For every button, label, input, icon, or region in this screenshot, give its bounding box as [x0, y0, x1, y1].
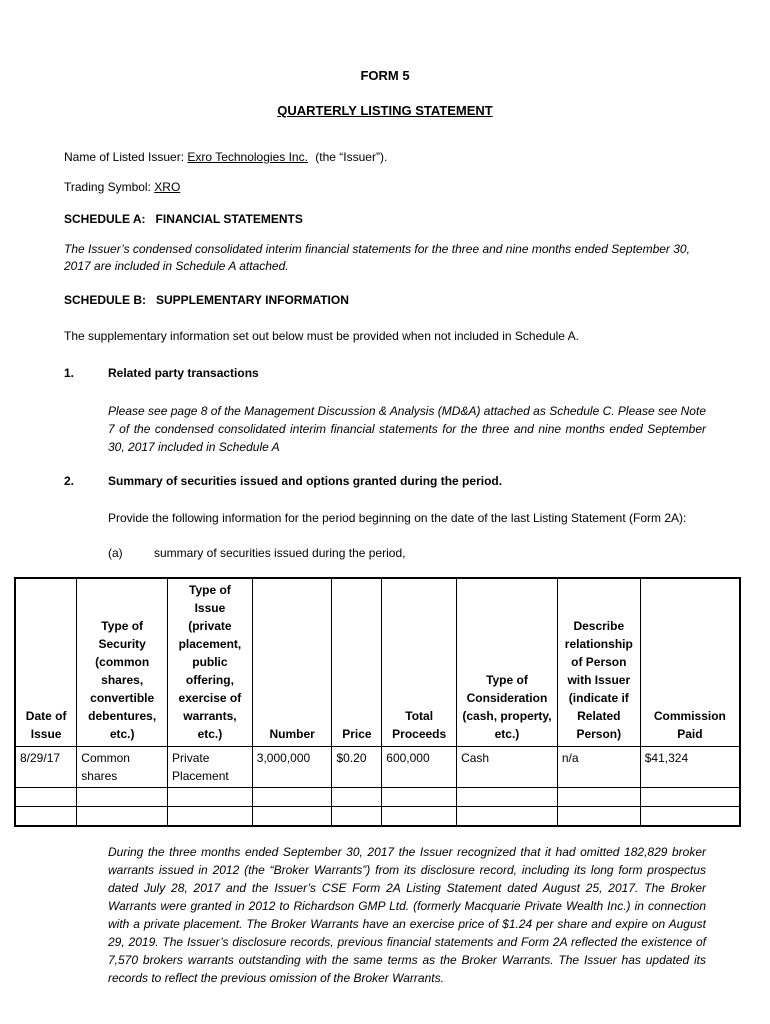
schedule-a-text: The Issuer’s condensed consolidated interim financial statements for the three and nine months ended September 30, 2017 are included in Schedule A attached.: [64, 242, 690, 273]
cell-empty: [252, 788, 332, 807]
header-date: Date of Issue: [15, 578, 77, 747]
section-2a-label: (a): [108, 546, 123, 560]
schedule-b-heading: SCHEDULE B: SUPPLEMENTARY INFORMATION: [64, 293, 349, 307]
cell-empty: [15, 807, 77, 827]
cell-empty: [332, 788, 382, 807]
cell-number: 3,000,000: [252, 747, 332, 788]
schedule-a-heading: SCHEDULE A: FINANCIAL STATEMENTS: [64, 212, 303, 226]
section-2a-text: summary of securities issued during the period,: [154, 546, 406, 560]
section-1-number: 1.: [64, 366, 75, 380]
header-number: Number: [252, 578, 332, 747]
issuer-suffix: (the “Issuer”).: [315, 150, 388, 164]
header-commission: Commission Paid: [640, 578, 740, 747]
header-price: Price: [332, 578, 382, 747]
section-1-heading: Related party transactions: [108, 366, 259, 380]
broker-warrants-note: During the three months ended September 30, 2017 the Issuer recognized that it had omitted 182,829 broker warrants issued in 2012 (the “Broker Warrants”) from its disclosure record, including its long form prospectus dated July 28, 2017 and the Issuer’s CSE Form 2A Listing Statement dated August 25, 2017. The Broker Warrants were granted in 2012 to Richardson GMP Ltd. (formerly Macquarie Private Wealth Inc.) in connection with a private placement. The Broker Warrants have an exercise price of $1.24 per share and expire on August 29, 2019. The Issuer’s disclosure records, previous financial statements and Form 2A reflected the existence of 7,570 brokers warrants outstanding with the same terms as the Broker Warrants. The Issuer has updated its records to reflect the previous omission of the Broker Warrants.: [108, 845, 706, 985]
section-1-text: Please see page 8 of the Management Discussion & Analysis (MD&A) attached as Schedule C. Please see Note 7 of the condensed consolidated interim financial statements for the three and nine months ended September 30, 2017 included in Schedule A: [108, 404, 706, 454]
header-relationship: Describe relationship of Person with Issuer (indicate if Related Person): [557, 578, 640, 747]
cell-commission: $41,324: [640, 747, 740, 788]
cell-empty: [382, 788, 457, 807]
cell-empty: [640, 807, 740, 827]
cell-empty: [168, 788, 253, 807]
table-row: [15, 788, 740, 807]
cell-security-type: Common shares: [77, 747, 168, 788]
header-issue-type: Type of Issue (private placement, public offering, exercise of warrants, etc.): [168, 578, 253, 747]
cell-empty: [332, 807, 382, 827]
symbol-label: Trading Symbol:: [64, 180, 151, 194]
cell-empty: [557, 788, 640, 807]
form-title: QUARTERLY LISTING STATEMENT: [277, 103, 493, 118]
table-row: [15, 747, 740, 788]
cell-relationship: n/a: [557, 747, 640, 788]
securities-table: [14, 577, 741, 827]
cell-date: 8/29/17: [15, 747, 77, 788]
section-2-heading: Summary of securities issued and options granted during the period.: [108, 474, 503, 488]
cell-empty: [640, 788, 740, 807]
cell-empty: [77, 788, 168, 807]
cell-empty: [457, 788, 558, 807]
cell-price: $0.20: [332, 747, 382, 788]
table-header-row: [15, 578, 740, 747]
cell-empty: [15, 788, 77, 807]
cell-consideration: Cash: [457, 747, 558, 788]
section-2-intro: Provide the following information for the period beginning on the date of the last Listing Statement (Form 2A):: [108, 511, 687, 525]
header-consideration: Type of Consideration (cash, property, etc.): [457, 578, 558, 747]
cell-empty: [382, 807, 457, 827]
cell-empty: [457, 807, 558, 827]
table-row: [15, 807, 740, 827]
header-security-type: Type of Security (common shares, convertible debentures, etc.): [77, 578, 168, 747]
cell-empty: [77, 807, 168, 827]
cell-total-proceeds: 600,000: [382, 747, 457, 788]
issuer-line: [64, 150, 387, 164]
issuer-name: Exro Technologies Inc.: [187, 150, 308, 164]
cell-empty: [557, 807, 640, 827]
cell-empty: [168, 807, 253, 827]
form-number: FORM 5: [360, 68, 410, 83]
section-2-number: 2.: [64, 474, 75, 488]
symbol-value: XRO: [154, 180, 181, 194]
symbol-line: [64, 180, 180, 194]
cell-empty: [252, 807, 332, 827]
issuer-label: Name of Listed Issuer:: [64, 150, 185, 164]
header-total-proceeds: Total Proceeds: [382, 578, 457, 747]
cell-issue-type: Private Placement: [168, 747, 253, 788]
schedule-b-text: The supplementary information set out below must be provided when not included in Schedule A.: [64, 329, 579, 343]
